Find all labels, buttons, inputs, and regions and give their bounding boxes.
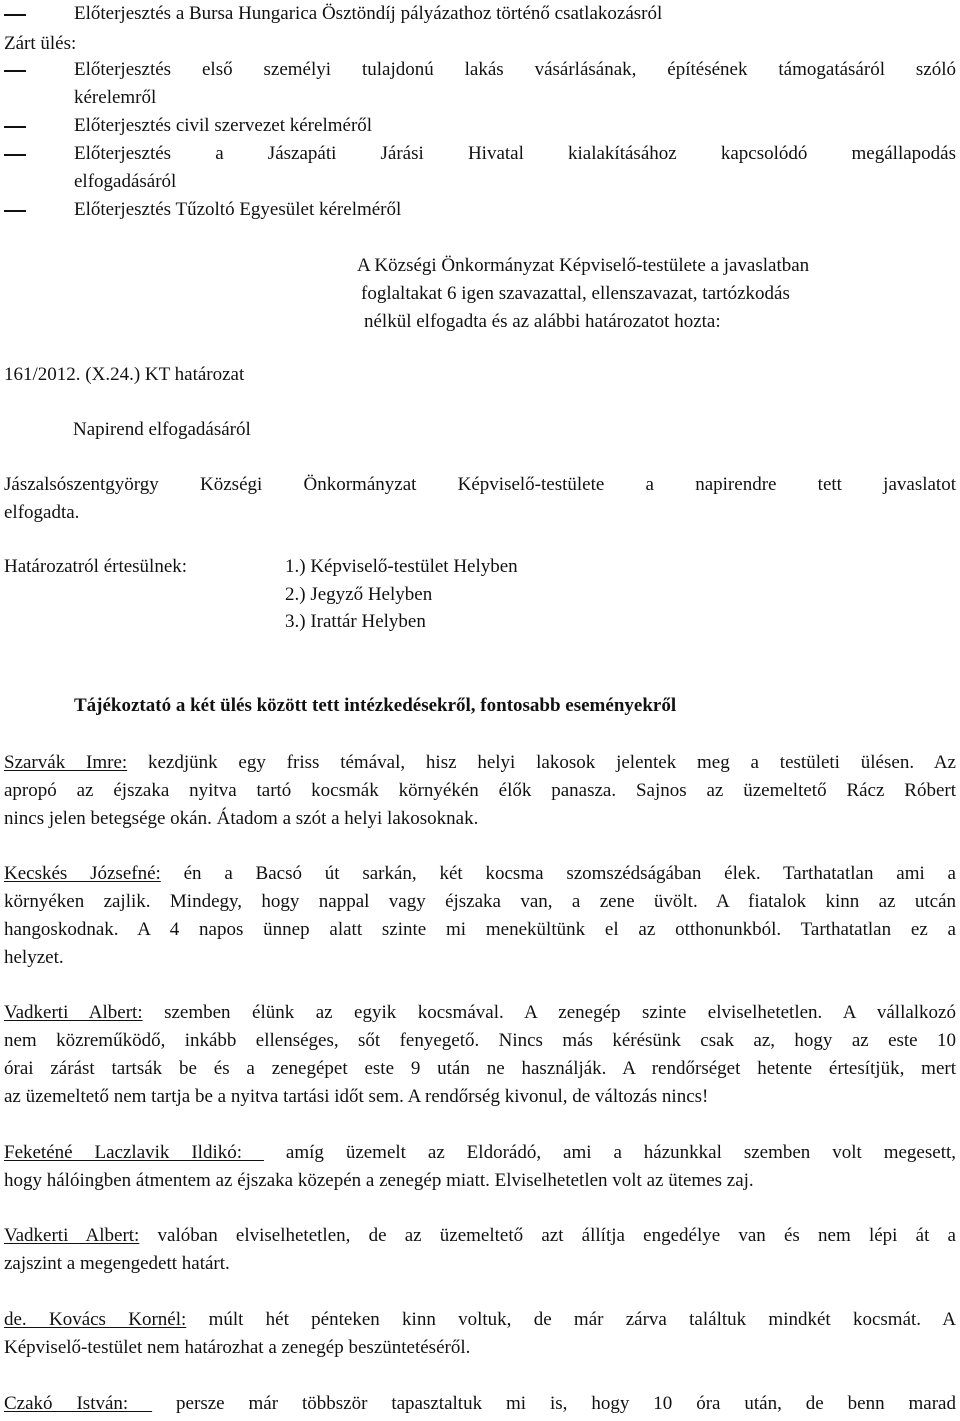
speech-line bbox=[4, 1225, 956, 1247]
speaker-name: Vadkerti Albert: bbox=[4, 1225, 140, 1246]
info-heading: Tájékoztató a két ülés között tett intézkedésekről, fontosabb eseményekről bbox=[74, 695, 677, 716]
speech-line: órai zárást tartsák be és a zenegépet este 9 után ne használják. A rendőrséget hetente értesítjük, mert bbox=[4, 1058, 956, 1079]
agenda-item: Előterjesztés a Jászapáti Járási Hivatal kialakításához kapcsolódó megállapodás bbox=[74, 143, 956, 164]
recipient-item: 2.) Jegyző Helyben bbox=[285, 584, 433, 605]
recipient-item: 3.) Irattár Helyben bbox=[285, 611, 426, 632]
speech-line: hangoskodnak. A 4 napos ünnep alatt szinte mi menekültünk el az otthonunkból. Tarthatatlan ez a bbox=[4, 919, 956, 940]
dash-bullet bbox=[4, 210, 26, 212]
speech-text: valóban elviselhetetlen, de az üzemeltető azt állítja engedélye van és nem lépi át a bbox=[139, 1225, 956, 1246]
agenda-item: Előterjesztés Tűzoltó Egyesület kérelméről bbox=[74, 199, 402, 220]
speech-line bbox=[4, 1142, 956, 1164]
resolution-text-continuation: elfogadta. bbox=[4, 502, 80, 523]
speech-text: persze már többször tapasztaltuk mi is, hogy 10 óra után, de benn marad bbox=[152, 1393, 956, 1414]
speaker-name: Feketéné Laczlavik Ildikó: bbox=[4, 1142, 264, 1163]
speech-text: múlt hét pénteken kinn voltuk, de már zárva találtuk mindkét kocsmát. A bbox=[186, 1309, 956, 1330]
agenda-item: Előterjesztés első személyi tulajdonú lakás vásárlásának, építésének támogatásáról szóló bbox=[74, 59, 956, 80]
speech-line bbox=[4, 863, 956, 885]
recipient-item: 1.) Képviselő-testület Helyben bbox=[285, 556, 518, 577]
dash-bullet bbox=[4, 126, 26, 128]
speech-text: szemben élünk az egyik kocsmával. A zenegép szinte elviselhetetlen. A vállalkozó bbox=[142, 1002, 956, 1023]
speech-line: nincs jelen betegsége okán. Átadom a szót a helyi lakosoknak. bbox=[4, 808, 479, 829]
speech-line bbox=[4, 1309, 956, 1331]
closed-session-label: Zárt ülés: bbox=[4, 33, 77, 54]
speaker-name: Szarvák Imre: bbox=[4, 752, 128, 773]
speech-text: kezdjünk egy friss témával, hisz helyi lakosok jelentek meg a testületi ülésen. Az bbox=[127, 752, 956, 773]
speech-line: helyzet. bbox=[4, 947, 64, 968]
speech-line: Képviselő-testület nem határozhat a zenegép beszüntetéséről. bbox=[4, 1337, 471, 1358]
vote-line: A Községi Önkormányzat Képviselő-testülete a javaslatban bbox=[357, 255, 810, 276]
speaker-name: de. Kovács Kornél: bbox=[4, 1309, 187, 1330]
dash-bullet bbox=[4, 70, 26, 72]
resolution-text: Jászalsószentgyörgy Községi Önkormányzat Képviselő-testülete a napirendre tett javaslatot bbox=[4, 474, 956, 495]
speech-line: az üzemeltető nem tartja be a nyitva tartási időt sem. A rendőrség kivonul, de változás nincs! bbox=[4, 1086, 709, 1107]
speech-line: hogy hálóingben átmentem az éjszaka közepén a zenegép miatt. Elviselhetetlen volt az ütemes zaj. bbox=[4, 1170, 754, 1191]
speech-line bbox=[4, 1393, 956, 1415]
agenda-item: Előterjesztés civil szervezet kérelméről bbox=[74, 115, 373, 136]
speech-line bbox=[4, 752, 956, 774]
speech-line: nem közreműködő, inkább ellenséges, sőt fenyegető. Nincs más kérésünk csak az, hogy az este 10 bbox=[4, 1030, 956, 1051]
dash-bullet bbox=[4, 14, 26, 16]
speech-text: én a Bacsó út sarkán, két kocsma szomszédságában élek. Tarthatatlan ami a bbox=[160, 863, 956, 884]
agenda-item-continuation: kérelemről bbox=[74, 87, 157, 108]
speaker-name: Vadkerti Albert: bbox=[4, 1002, 143, 1023]
speech-line: környéken zajlik. Mindegy, hogy nappal vagy éjszaka van, a zene üvölt. A fiatalok kinn az utcán bbox=[4, 891, 956, 912]
agenda-item: Előterjesztés a Bursa Hungarica Ösztöndíj pályázathoz történő csatlakozásról bbox=[74, 3, 663, 24]
notify-label: Határozatról értesülnek: bbox=[4, 556, 188, 577]
speech-line: apropó az éjszaka nyitva tartó kocsmák környékén élők panasza. Sajnos az üzemeltető Rácz Róbert bbox=[4, 780, 956, 801]
vote-line: foglaltakat 6 igen szavazattal, ellenszavazat, tartózkodás bbox=[361, 283, 790, 304]
dash-bullet bbox=[4, 154, 26, 156]
agenda-item-continuation: elfogadásáról bbox=[74, 171, 177, 192]
vote-line: nélkül elfogadta és az alábbi határozatot hozta: bbox=[364, 311, 721, 332]
speech-line bbox=[4, 1002, 956, 1024]
speech-text: amíg üzemelt az Eldorádó, ami a házunkkal szemben volt megesett, bbox=[263, 1142, 957, 1163]
speech-line: zajszint a megengedett határt. bbox=[4, 1253, 230, 1274]
speaker-name: Kecskés Józsefné: bbox=[4, 863, 161, 884]
speaker-name: Czakó István: bbox=[4, 1393, 153, 1414]
resolution-number: 161/2012. (X.24.) KT határozat bbox=[4, 364, 245, 385]
resolution-subject: Napirend elfogadásáról bbox=[73, 419, 251, 440]
